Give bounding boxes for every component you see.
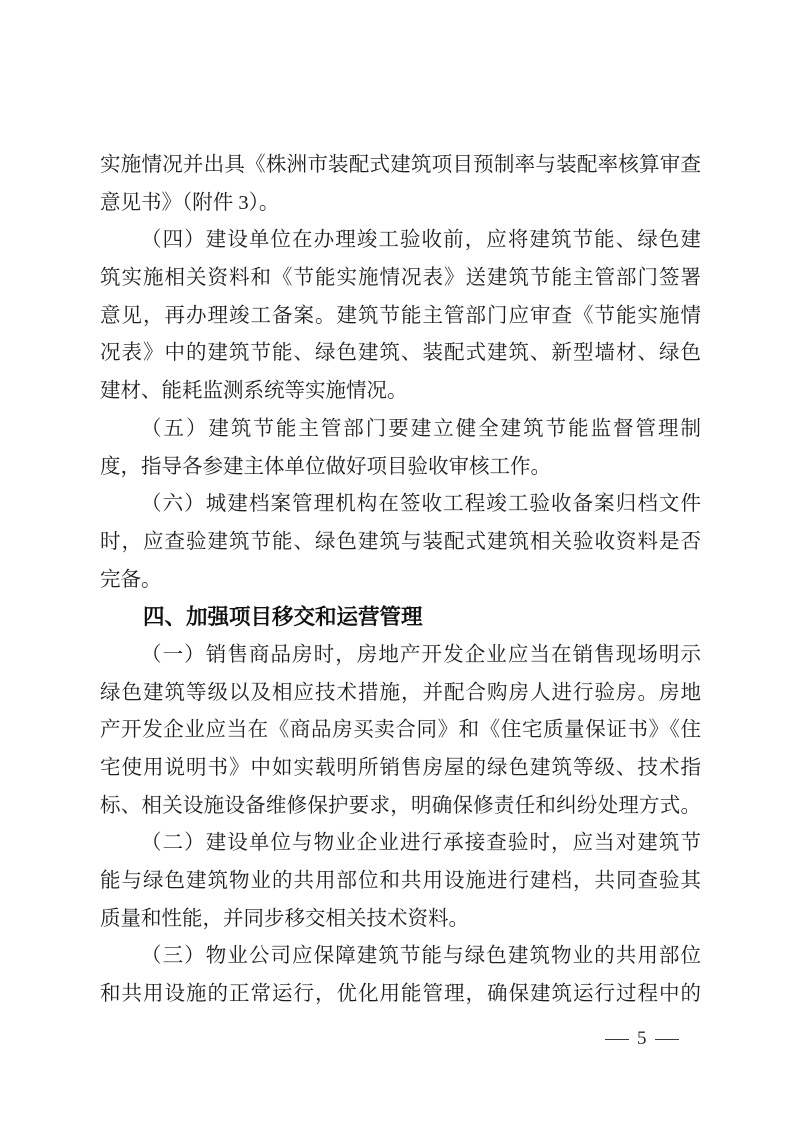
text-line: （三）物业公司应保障建筑节能与绿色建筑物业的共用部位 bbox=[141, 945, 701, 968]
text-line: 宅使用说明书》中如实载明所销售房屋的绿色建筑等级、技术指 bbox=[100, 757, 701, 779]
paragraph bbox=[100, 938, 701, 1013]
text-line: 意见，再办理竣工备案。建筑节能主管部门应审查《节能实施情 bbox=[100, 304, 701, 327]
paragraph bbox=[100, 486, 701, 599]
text-line: （四）建设单位在办理竣工验收前，应将建筑节能、绿色建 bbox=[141, 229, 701, 252]
text-line: （六）城建档案管理机构在签收工程竣工验收备案归档文件 bbox=[141, 493, 701, 516]
text-line: 标、相关设施设备维修保护要求，明确保修责任和纠纷处理方式。 bbox=[100, 794, 701, 817]
section-heading bbox=[100, 599, 701, 637]
paragraph bbox=[100, 825, 701, 938]
page-number bbox=[597, 1024, 677, 1054]
text-line: 意见书》（附件 3）。 bbox=[100, 191, 280, 214]
page-number-value: 5 bbox=[637, 1028, 647, 1049]
text-line: 产开发企业应当在《商品房买卖合同》和《住宅质量保证书》《住 bbox=[100, 719, 701, 742]
text-line: （一）销售商品房时，房地产开发企业应当在销售现场明示 bbox=[141, 643, 701, 666]
text-line: 绿色建筑等级以及相应技术措施，并配合购房人进行验房。房地 bbox=[100, 681, 701, 704]
text-line: 况表》中的建筑节能、绿色建筑、装配式建筑、新型墙材、绿色 bbox=[100, 342, 701, 365]
text-line: 实施情况并出具《株洲市装配式建筑项目预制率与装配率核算审查 bbox=[100, 154, 701, 176]
text-line: 筑实施相关资料和《节能实施情况表》送建筑节能主管部门签署 bbox=[100, 267, 701, 290]
text-line: （五）建筑节能主管部门要建立健全建筑节能监督管理制 bbox=[141, 417, 701, 440]
page-number-dash-left bbox=[605, 1039, 629, 1041]
text-line: （二）建设单位与物业企业进行承接查验时，应当对建筑节 bbox=[141, 832, 701, 855]
text-line: 建材、能耗监测系统等实施情况。 bbox=[100, 380, 408, 403]
page-number-dash-right bbox=[655, 1039, 679, 1041]
paragraph bbox=[100, 637, 701, 825]
document-body bbox=[100, 147, 701, 1014]
text-line: 度，指导各参建主体单位做好项目验收审核工作。 bbox=[100, 455, 551, 478]
text-line: 质量和性能，并同步移交相关技术资料。 bbox=[100, 907, 469, 930]
text-line: 时，应查验建筑节能、绿色建筑与装配式建筑相关验收资料是否 bbox=[100, 530, 701, 553]
paragraph bbox=[100, 147, 701, 222]
text-line: 能与绿色建筑物业的共用部位和共用设施进行建档，共同查验其 bbox=[100, 870, 701, 893]
text-line: 完备。 bbox=[100, 568, 162, 591]
text-line: 四、加强项目移交和运营管理 bbox=[143, 605, 423, 630]
text-line: 和共用设施的正常运行，优化用能管理，确保建筑运行过程中的 bbox=[100, 983, 701, 1006]
paragraph bbox=[100, 222, 701, 410]
paragraph bbox=[100, 411, 701, 486]
